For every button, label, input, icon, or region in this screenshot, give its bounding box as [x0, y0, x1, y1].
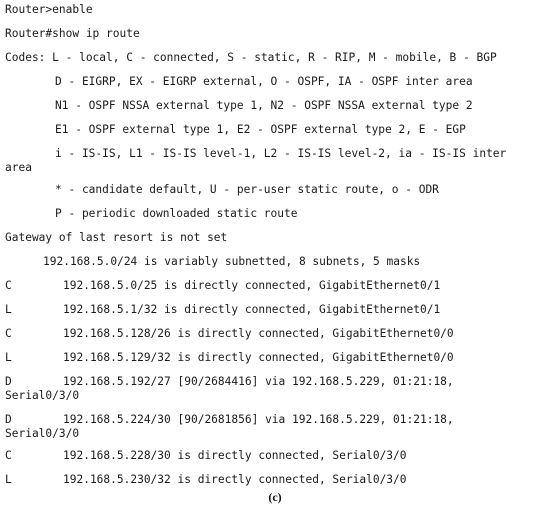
codes-legend-line: N1 - OSPF NSSA external type 1, N2 - OSPF NSSA external type 2	[55, 99, 473, 112]
route-code: L	[5, 351, 12, 364]
codes-legend-line: P - periodic downloaded static route	[55, 207, 298, 220]
subnet-summary: 192.168.5.0/24 is variably subnetted, 8 subnets, 5 masks	[43, 255, 421, 268]
route-entry: 192.168.5.128/26 is directly connected, GigabitEthernet0/0	[63, 327, 454, 340]
route-entry: 192.168.5.0/25 is directly connected, GigabitEthernet0/1	[63, 279, 441, 292]
route-entry: 192.168.5.1/32 is directly connected, GigabitEthernet0/1	[63, 303, 441, 316]
gateway-of-last-resort: Gateway of last resort is not set	[5, 231, 228, 244]
route-entry: 192.168.5.192/27 [90/2684416] via 192.168.5.229, 01:21:18,	[63, 375, 454, 388]
command-show-ip-route: Router#show ip route	[5, 27, 140, 40]
route-code: C	[5, 327, 12, 340]
route-entry: 192.168.5.230/32 is directly connected, Serial0/3/0	[63, 473, 407, 486]
route-interface-wrap: Serial0/3/0	[5, 427, 80, 440]
route-code: D	[5, 413, 12, 426]
route-interface-wrap: Serial0/3/0	[5, 389, 80, 402]
codes-legend-line-wrap: area	[5, 161, 32, 174]
codes-legend-line: * - candidate default, U - per-user static route, o - ODR	[55, 183, 439, 196]
route-entry: 192.168.5.224/30 [90/2681856] via 192.168.5.229, 01:21:18,	[63, 413, 454, 426]
route-entry: 192.168.5.129/32 is directly connected, GigabitEthernet0/0	[63, 351, 454, 364]
command-enable: Router>enable	[5, 3, 93, 16]
route-code: C	[5, 279, 12, 292]
figure-caption: (c)	[268, 490, 282, 504]
codes-legend-line: Codes: L - local, C - connected, S - static, R - RIP, M - mobile, B - BGP	[5, 51, 497, 64]
route-code: C	[5, 449, 12, 462]
codes-legend-line: E1 - OSPF external type 1, E2 - OSPF external type 2, E - EGP	[55, 123, 466, 136]
codes-legend-line: i - IS-IS, L1 - IS-IS level-1, L2 - IS-IS level-2, ia - IS-IS inter	[55, 147, 507, 160]
route-code: L	[5, 473, 12, 486]
route-code: D	[5, 375, 12, 388]
route-entry: 192.168.5.228/30 is directly connected, Serial0/3/0	[63, 449, 407, 462]
codes-legend-line: D - EIGRP, EX - EIGRP external, O - OSPF, IA - OSPF inter area	[55, 75, 473, 88]
route-code: L	[5, 303, 12, 316]
